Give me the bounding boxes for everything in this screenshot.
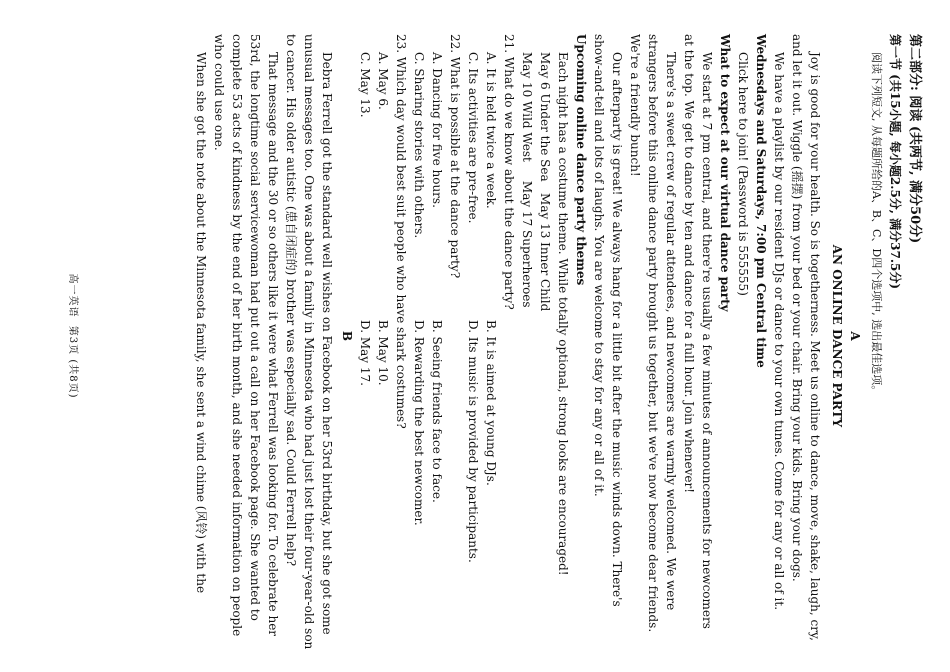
passage-a-p4-line1: There's a sweet crew of regular attendees, and newcomers are warmly welcomed. We were xyxy=(664,52,678,611)
question-22-option-c[interactable]: C. Sharing stories with others. xyxy=(412,52,426,239)
question-23-option-a[interactable]: A. May 6. xyxy=(376,52,390,110)
question-22-option-b[interactable]: B. Seeing friends face to face. xyxy=(430,320,444,503)
schedule-heading: Wednesdays and Saturdays, 7:00 pm Central time xyxy=(754,34,768,368)
passage-a-p3-line1: We start at 7 pm central, and there're usually a few minutes of announcements for newcomers xyxy=(700,52,714,629)
question-21-option-c[interactable]: C. Its activities are pre-free. xyxy=(466,52,480,224)
themes-heading: Upcoming online dance party themes xyxy=(574,34,588,286)
question-21-option-d[interactable]: D. Its music is provided by participants. xyxy=(466,320,480,563)
passage-b-p2-line3: complete 53 acts of kindness by the end of her birth month, and she needed information on people xyxy=(230,34,244,637)
passage-b-p1-line2: unusual messages too. One was about a family in Minnesota who had just lost their four-year-old son xyxy=(302,34,316,650)
join-link[interactable]: Click here to join! (Password is 555555) xyxy=(736,52,750,296)
passage-a-title: AN ONLINE DANCE PARTY xyxy=(830,244,844,428)
passage-a-p4-line3: We're a friendly bunch! xyxy=(628,34,642,177)
expect-heading: What to expect at our virtual dance party xyxy=(718,34,732,312)
passage-b-p1-line3: to cancer. His older autistic (患自闭症的) brother was especially sad. Could Ferrell help? xyxy=(284,34,298,567)
passage-a-letter: A xyxy=(848,331,862,341)
instructions: 阅读下列短文, 从每题所给的A、B、C、D四个选项中, 选出最佳选项。 xyxy=(870,52,883,397)
section-title: 第二部分: 阅读 (共两节, 满分50分) xyxy=(907,34,922,244)
question-23-option-b[interactable]: B. May 10. xyxy=(376,320,390,386)
question-23-option-d[interactable]: D. May 17. xyxy=(358,320,372,386)
passage-b-p3-line1: When she got the note about the Minnesota family, she sent a wind chime (风铃) with the xyxy=(194,52,208,594)
passage-a-p3-line2: at the top. We get to dance by ten and dance for a full hour. Join whenever! xyxy=(682,34,696,494)
passage-a-p2: We have a playlist by our resident DJs or dance to your own tunes. Come for any or all of it. xyxy=(772,52,786,611)
passage-a-p1-line2: and let it out. Wiggle (摇摆) from your bed or your chair. Bring your kids. Bring your dogs. xyxy=(790,34,804,582)
themes-row-1: May 6 Under the Sea May 13 Inner Child xyxy=(538,52,552,312)
passage-b-p2-line2: 53rd, the longtime social servicewoman had put out a call on her Facebook page. She wanted to xyxy=(248,34,262,621)
question-22-option-d[interactable]: D. Rewarding the best newcomer. xyxy=(412,320,426,526)
question-22-option-a[interactable]: A. Dancing for five hours. xyxy=(430,52,444,208)
passage-a-p5-line1: Our afterparty is great! We always hang for a little bit after the music winds down. There's xyxy=(610,52,624,607)
part1-title: 第一节 (共15小题, 每小题2.5分, 满分37.5分) xyxy=(888,34,902,290)
question-23-stem: 23. Which day would best suit people who have shark costumes? xyxy=(394,34,408,429)
themes-intro: Each night has a costume theme. While totally optional, strong looks are encouraged! xyxy=(556,52,570,576)
themes-row-2: May 10 Wild West May 17 Superheroes xyxy=(520,52,534,308)
question-21-stem: 21. What do we know about the dance party? xyxy=(502,34,516,310)
question-22-stem: 22. What is possible at the dance party? xyxy=(448,34,462,279)
passage-b-p2-line4: who could use one. xyxy=(212,34,226,151)
passage-b-letter: B xyxy=(340,330,354,342)
passage-a-p1-line1: Joy is good for your health. So is togetherness. Meet us online to dance, move, shake, laugh, cry, xyxy=(808,52,822,641)
question-23-option-c[interactable]: C. May 13. xyxy=(358,52,372,118)
question-21-option-a[interactable]: A. It is held twice a week. xyxy=(484,52,498,209)
question-21-option-b[interactable]: B. It is aimed at young DJs. xyxy=(484,320,498,486)
passage-a-p4-line2: strangers before this online dance party brought us together, but we've now become dear friends. xyxy=(646,34,660,633)
passage-b-p1-line1: Debra Ferrell got the standard well wishes on Facebook on her 53rd birthday, but she got some xyxy=(320,52,334,635)
page-footer: 高一英语 第3页 (共8页) xyxy=(67,273,78,399)
passage-a-p5-line2: show-and-tell and lots of laughs. You are welcome to stay for any or all of it. xyxy=(592,34,606,497)
passage-b-p2-line1: That message and the 30 or so others like it were what Ferrell was looking for. To celebrate her xyxy=(266,52,280,637)
